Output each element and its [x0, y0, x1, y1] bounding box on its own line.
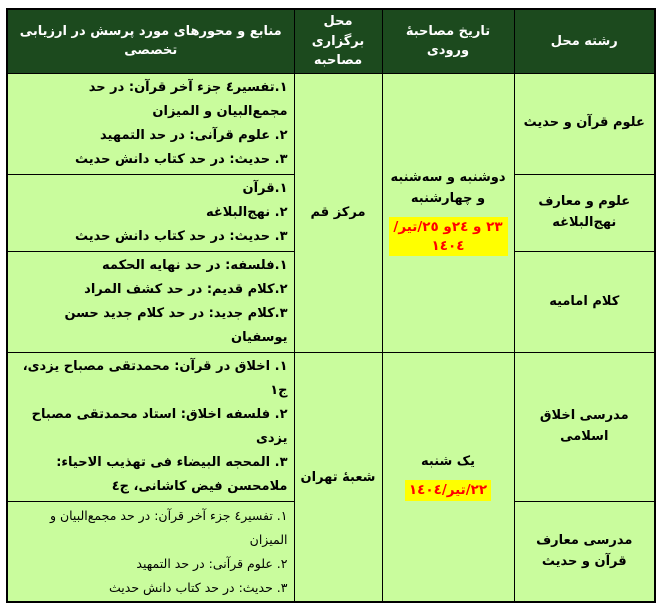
source-item: ۱. تفسیر٤ جزء آخر قرآن: در حد مجمع‌البیان و المیزان: [49, 508, 288, 548]
interview-schedule-table: [6, 8, 656, 603]
source-item: ۲.کلام قدیم: در حد کشف المراد: [84, 281, 288, 297]
col-header-field: رشته محل: [514, 9, 655, 73]
sources-kalam: [7, 251, 294, 352]
source-item: ۱.تفسیر٤ جزء آخر قرآن: در حد مجمع‌البیان و المیزان: [88, 79, 288, 119]
date-cell-qom-group: [382, 73, 514, 353]
source-item: ۳. حدیث: در حد کتاب دانش حدیث: [74, 151, 288, 167]
source-item: ۲. نهج‌البلاغه: [205, 204, 288, 220]
source-item: ۲. فلسفه اخلاق: استاد محمدتقی مصباح یزدی: [31, 407, 288, 447]
date-highlight: ٢٢/تیر/١٤٠٤: [405, 480, 491, 501]
source-item: ۱. اخلاق در قرآن: محمدتقی مصباح یزدی، ج۱: [22, 359, 288, 399]
sources-maaref: [7, 502, 294, 603]
source-item: ۳. حدیث: در حد کتاب دانش حدیث: [109, 579, 288, 595]
source-item: ۱.قرآن: [242, 180, 288, 196]
date-highlight: ٢٣ و ٢٤و ٢٥/تیر/١٤٠٤: [389, 217, 508, 257]
field-kalam: کلام امامیه: [514, 251, 655, 352]
field-maaref: مدرسی معارف قرآن و حدیث: [514, 502, 655, 603]
field-akhlaq: مدرسی اخلاق اسلامی: [514, 353, 655, 502]
col-header-sources: منابع و محورهای مورد پرسش در ارزیابی تخصصی: [7, 9, 294, 73]
date-days: دوشنبه و سه‌شنبه و چهارشنبه: [390, 170, 506, 206]
col-header-date: تاریخ مصاحبۀ ورودی: [382, 9, 514, 73]
sources-quran-hadith: [7, 73, 294, 174]
source-item: ۳. المحجه البیضاء فی تهذیب الاحیاء: ملامحسن فیض کاشانی، ج٤: [56, 455, 288, 495]
source-item: ۲. علوم قرآنی: در حد التمهید: [136, 555, 288, 571]
date-cell-tehran-group: [382, 353, 514, 603]
sources-nahj: [7, 174, 294, 251]
sources-akhlaq: [7, 353, 294, 502]
location-tehran: شعبۀ تهران: [294, 353, 382, 603]
table-row: [7, 353, 655, 502]
source-item: ۳. حدیث: در حد کتاب دانش حدیث: [74, 228, 288, 244]
source-item: ۳.کلام جدید: در حد کلام جدید حسن یوسفیان: [64, 305, 288, 345]
location-qom: مرکز قم: [294, 73, 382, 353]
field-quran-hadith: علوم قرآن و حدیث: [514, 73, 655, 174]
table-row: [7, 73, 655, 174]
header-row: [7, 9, 655, 73]
field-nahj: علوم و معارف نهج‌البلاغه: [514, 174, 655, 251]
source-item: ۲. علوم قرآنی: در حد التمهید: [100, 127, 288, 143]
source-item: ۱.فلسفه: در حد نهایه الحکمه: [102, 257, 288, 273]
col-header-location: محل برگزاری مصاحبه: [294, 9, 382, 73]
date-days: یک شنبه: [421, 454, 475, 470]
